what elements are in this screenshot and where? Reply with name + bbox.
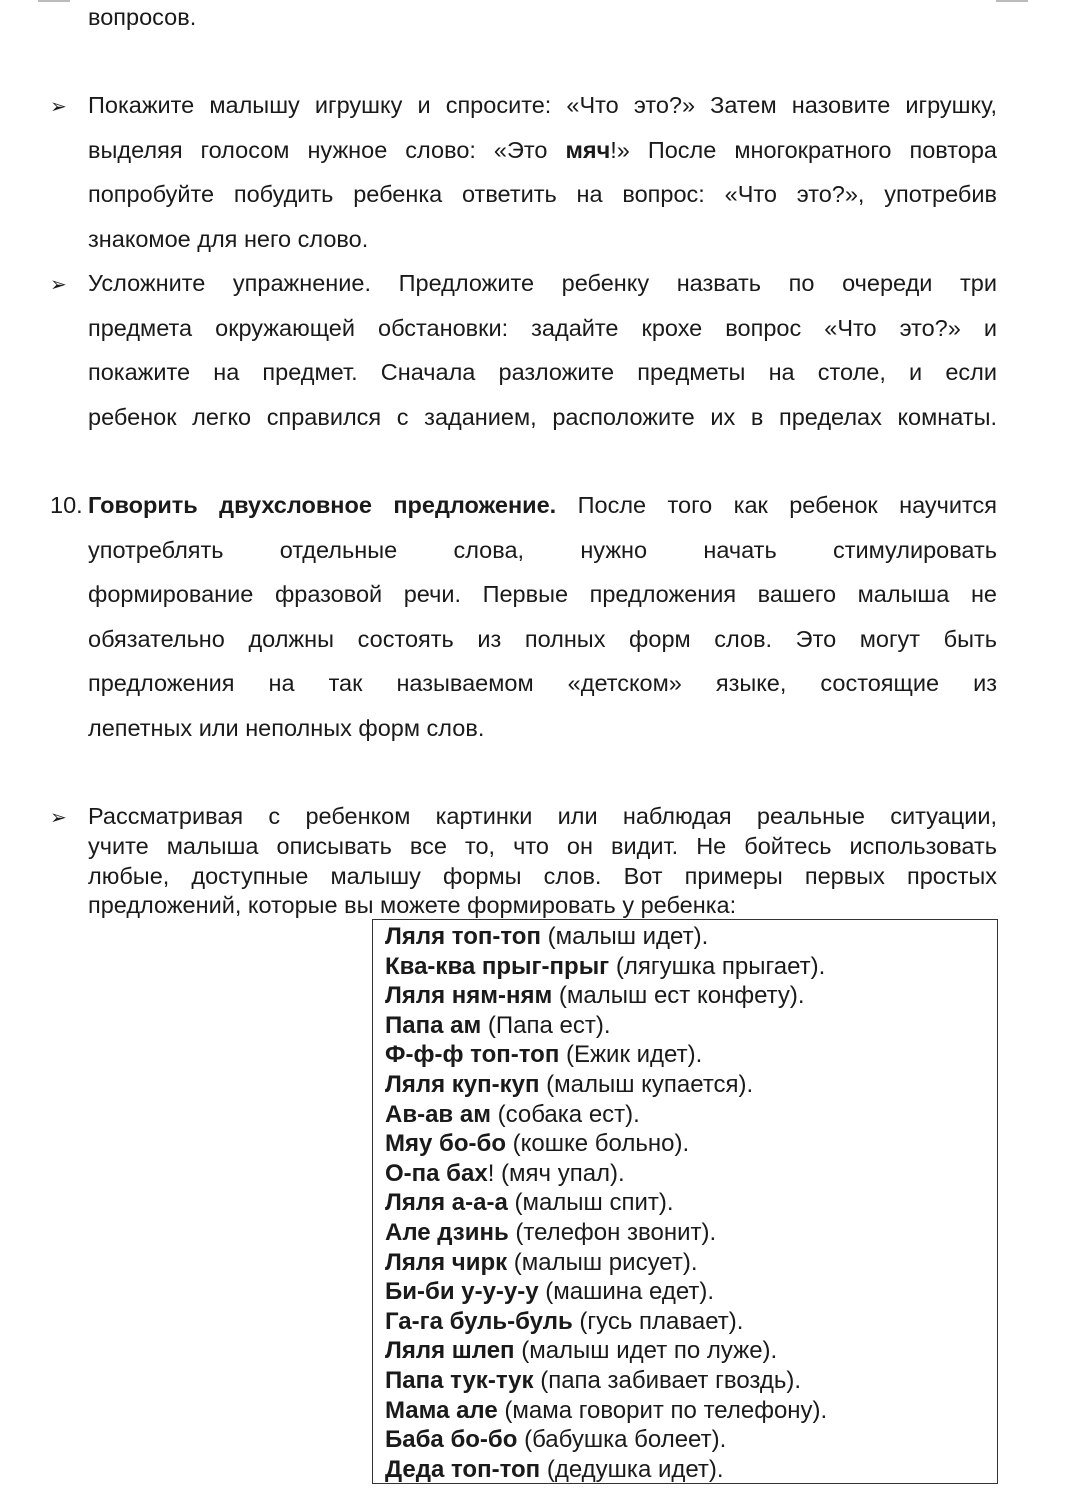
example-phrase: Ляля топ-топ bbox=[385, 923, 541, 950]
bullet-arrow-icon: ➢ bbox=[50, 807, 67, 829]
example-meaning: (малыш купается). bbox=[539, 1071, 754, 1098]
example-phrase: Мяу бо-бо bbox=[385, 1130, 506, 1158]
example-meaning: (малыш рисует). bbox=[507, 1248, 698, 1276]
bullet1-line3: попробуйте побудить ребенка ответить на вопрос: «Что это?», употребив bbox=[88, 181, 997, 207]
bullet1-line4: знакомое для него слово. bbox=[88, 226, 369, 252]
example-line bbox=[385, 1189, 674, 1217]
section10-line2: употреблять отдельные слова, нужно начать стимулировать bbox=[88, 537, 997, 563]
section-title: Говорить двухсловное предложение. bbox=[88, 492, 557, 518]
example-meaning: (Ежик идет). bbox=[559, 1041, 703, 1069]
example-phrase: Ляля чирк bbox=[385, 1248, 508, 1276]
example-line bbox=[385, 1278, 714, 1306]
example-phrase: Га-га буль-буль bbox=[385, 1307, 573, 1335]
section10-line6: лепетных или неполных форм слов. bbox=[88, 715, 485, 741]
example-phrase: Мама але bbox=[385, 1396, 498, 1424]
bullet3-line1: Рассматривая с ребенком картинки или наблюдая реальные ситуации, bbox=[88, 803, 997, 829]
example-line bbox=[385, 1101, 640, 1129]
example-line bbox=[385, 982, 805, 1010]
example-phrase: Ляля шлеп bbox=[385, 1337, 515, 1365]
bullet-arrow-icon: ➢ bbox=[50, 274, 67, 296]
example-line bbox=[385, 1071, 753, 1099]
example-line bbox=[385, 1012, 611, 1040]
example-meaning: (телефон звонит). bbox=[508, 1219, 717, 1246]
example-line bbox=[385, 1130, 689, 1158]
example-meaning: (Папа ест). bbox=[481, 1011, 611, 1039]
example-line bbox=[385, 953, 825, 981]
example-meaning: (мама говорит по телефону). bbox=[497, 1396, 828, 1424]
example-line bbox=[385, 923, 708, 951]
example-meaning: (кошке больно). bbox=[505, 1130, 690, 1158]
section10-line5: предложения на так называемом «детском» языке, состоящие из bbox=[88, 670, 997, 696]
bullet-arrow-icon: ➢ bbox=[50, 96, 67, 118]
example-meaning: (лягушка прыгает). bbox=[609, 952, 826, 980]
example-phrase: Ляля а-а-а bbox=[385, 1189, 508, 1217]
top-right-mark bbox=[996, 0, 1028, 2]
section-number: 10. bbox=[50, 492, 83, 518]
example-line bbox=[385, 1337, 777, 1365]
example-meaning: ! (мяч упал). bbox=[487, 1159, 625, 1187]
example-phrase: О-па бах bbox=[385, 1159, 488, 1187]
examples-box bbox=[372, 919, 998, 1484]
example-phrase: Ф-ф-ф топ-топ bbox=[385, 1041, 560, 1069]
example-line bbox=[385, 1456, 724, 1484]
bullet2-line4: ребенок легко справился с заданием, расположите их в пределах комнаты. bbox=[88, 404, 997, 430]
example-line bbox=[385, 1308, 743, 1336]
section10-line4: обязательно должны состоять из полных форм слов. Это могут быть bbox=[88, 626, 997, 652]
bold-word: мяч bbox=[565, 137, 611, 163]
example-phrase: Ляля ням-ням bbox=[385, 982, 553, 1010]
top-left-mark bbox=[38, 0, 70, 2]
bullet1-line2: выделяя голосом нужное слово: «Это мяч!» После многократного повтора bbox=[88, 137, 997, 163]
example-phrase: Би-би у-у-у-у bbox=[385, 1278, 539, 1306]
example-line bbox=[385, 1041, 702, 1069]
section10-line1: Говорить двухсловное предложение. После того как ребенок научится bbox=[88, 492, 998, 518]
bullet2-line2: предмета окружающей обстановки: задайте крохе вопрос «Что это?» и bbox=[88, 315, 997, 341]
section10-line3: формирование фразовой речи. Первые предложения вашего малыша не bbox=[88, 581, 997, 607]
example-phrase: Ав-ав ам bbox=[385, 1100, 491, 1128]
bullet3-line2: учите малыша описывать все то, что он видит. Не бойтесь использовать bbox=[88, 833, 997, 859]
bullet1-line1: Покажите малышу игрушку и спросите: «Что это?» Затем назовите игрушку, bbox=[88, 92, 997, 118]
example-meaning: (малыш идет по луже). bbox=[514, 1337, 778, 1365]
example-line bbox=[385, 1219, 716, 1247]
example-meaning: (гусь плавает). bbox=[572, 1307, 744, 1335]
example-phrase: Ква-ква прыг-прыг bbox=[385, 952, 610, 980]
example-phrase: Баба бо-бо bbox=[385, 1426, 518, 1454]
bullet2-line1: Усложните упражнение. Предложите ребенку назвать по очереди три bbox=[88, 270, 997, 296]
continued-text: вопросов. bbox=[88, 4, 197, 30]
example-meaning: (малыш спит). bbox=[507, 1189, 674, 1217]
example-phrase: Деда топ-топ bbox=[385, 1455, 541, 1483]
example-meaning: (машина едет). bbox=[538, 1278, 715, 1306]
example-line bbox=[385, 1160, 625, 1188]
example-line bbox=[385, 1249, 698, 1277]
example-line bbox=[385, 1397, 827, 1425]
example-meaning: (папа забивает гвоздь). bbox=[533, 1367, 802, 1394]
example-phrase: Папа тук-тук bbox=[385, 1367, 534, 1394]
example-meaning: (бабушка болеет). bbox=[517, 1426, 727, 1454]
example-line bbox=[385, 1426, 726, 1454]
example-meaning: (малыш ест конфету). bbox=[552, 982, 805, 1010]
example-meaning: (малыш идет). bbox=[540, 923, 709, 950]
bullet2-line3: покажите на предмет. Сначала разложите предметы на столе, и если bbox=[88, 359, 997, 385]
example-phrase: Ляля куп-куп bbox=[385, 1071, 540, 1098]
example-meaning: (собака ест). bbox=[490, 1100, 640, 1128]
example-meaning: (дедушка идет). bbox=[540, 1455, 724, 1483]
bullet3-line4: предложений, которые вы можете формировать у ребенка: bbox=[88, 892, 737, 918]
example-line bbox=[385, 1367, 801, 1395]
example-phrase: Папа ам bbox=[385, 1011, 482, 1039]
bullet3-line3: любые, доступные малышу формы слов. Вот примеры первых простых bbox=[88, 863, 997, 889]
example-phrase: Але дзинь bbox=[385, 1219, 509, 1246]
